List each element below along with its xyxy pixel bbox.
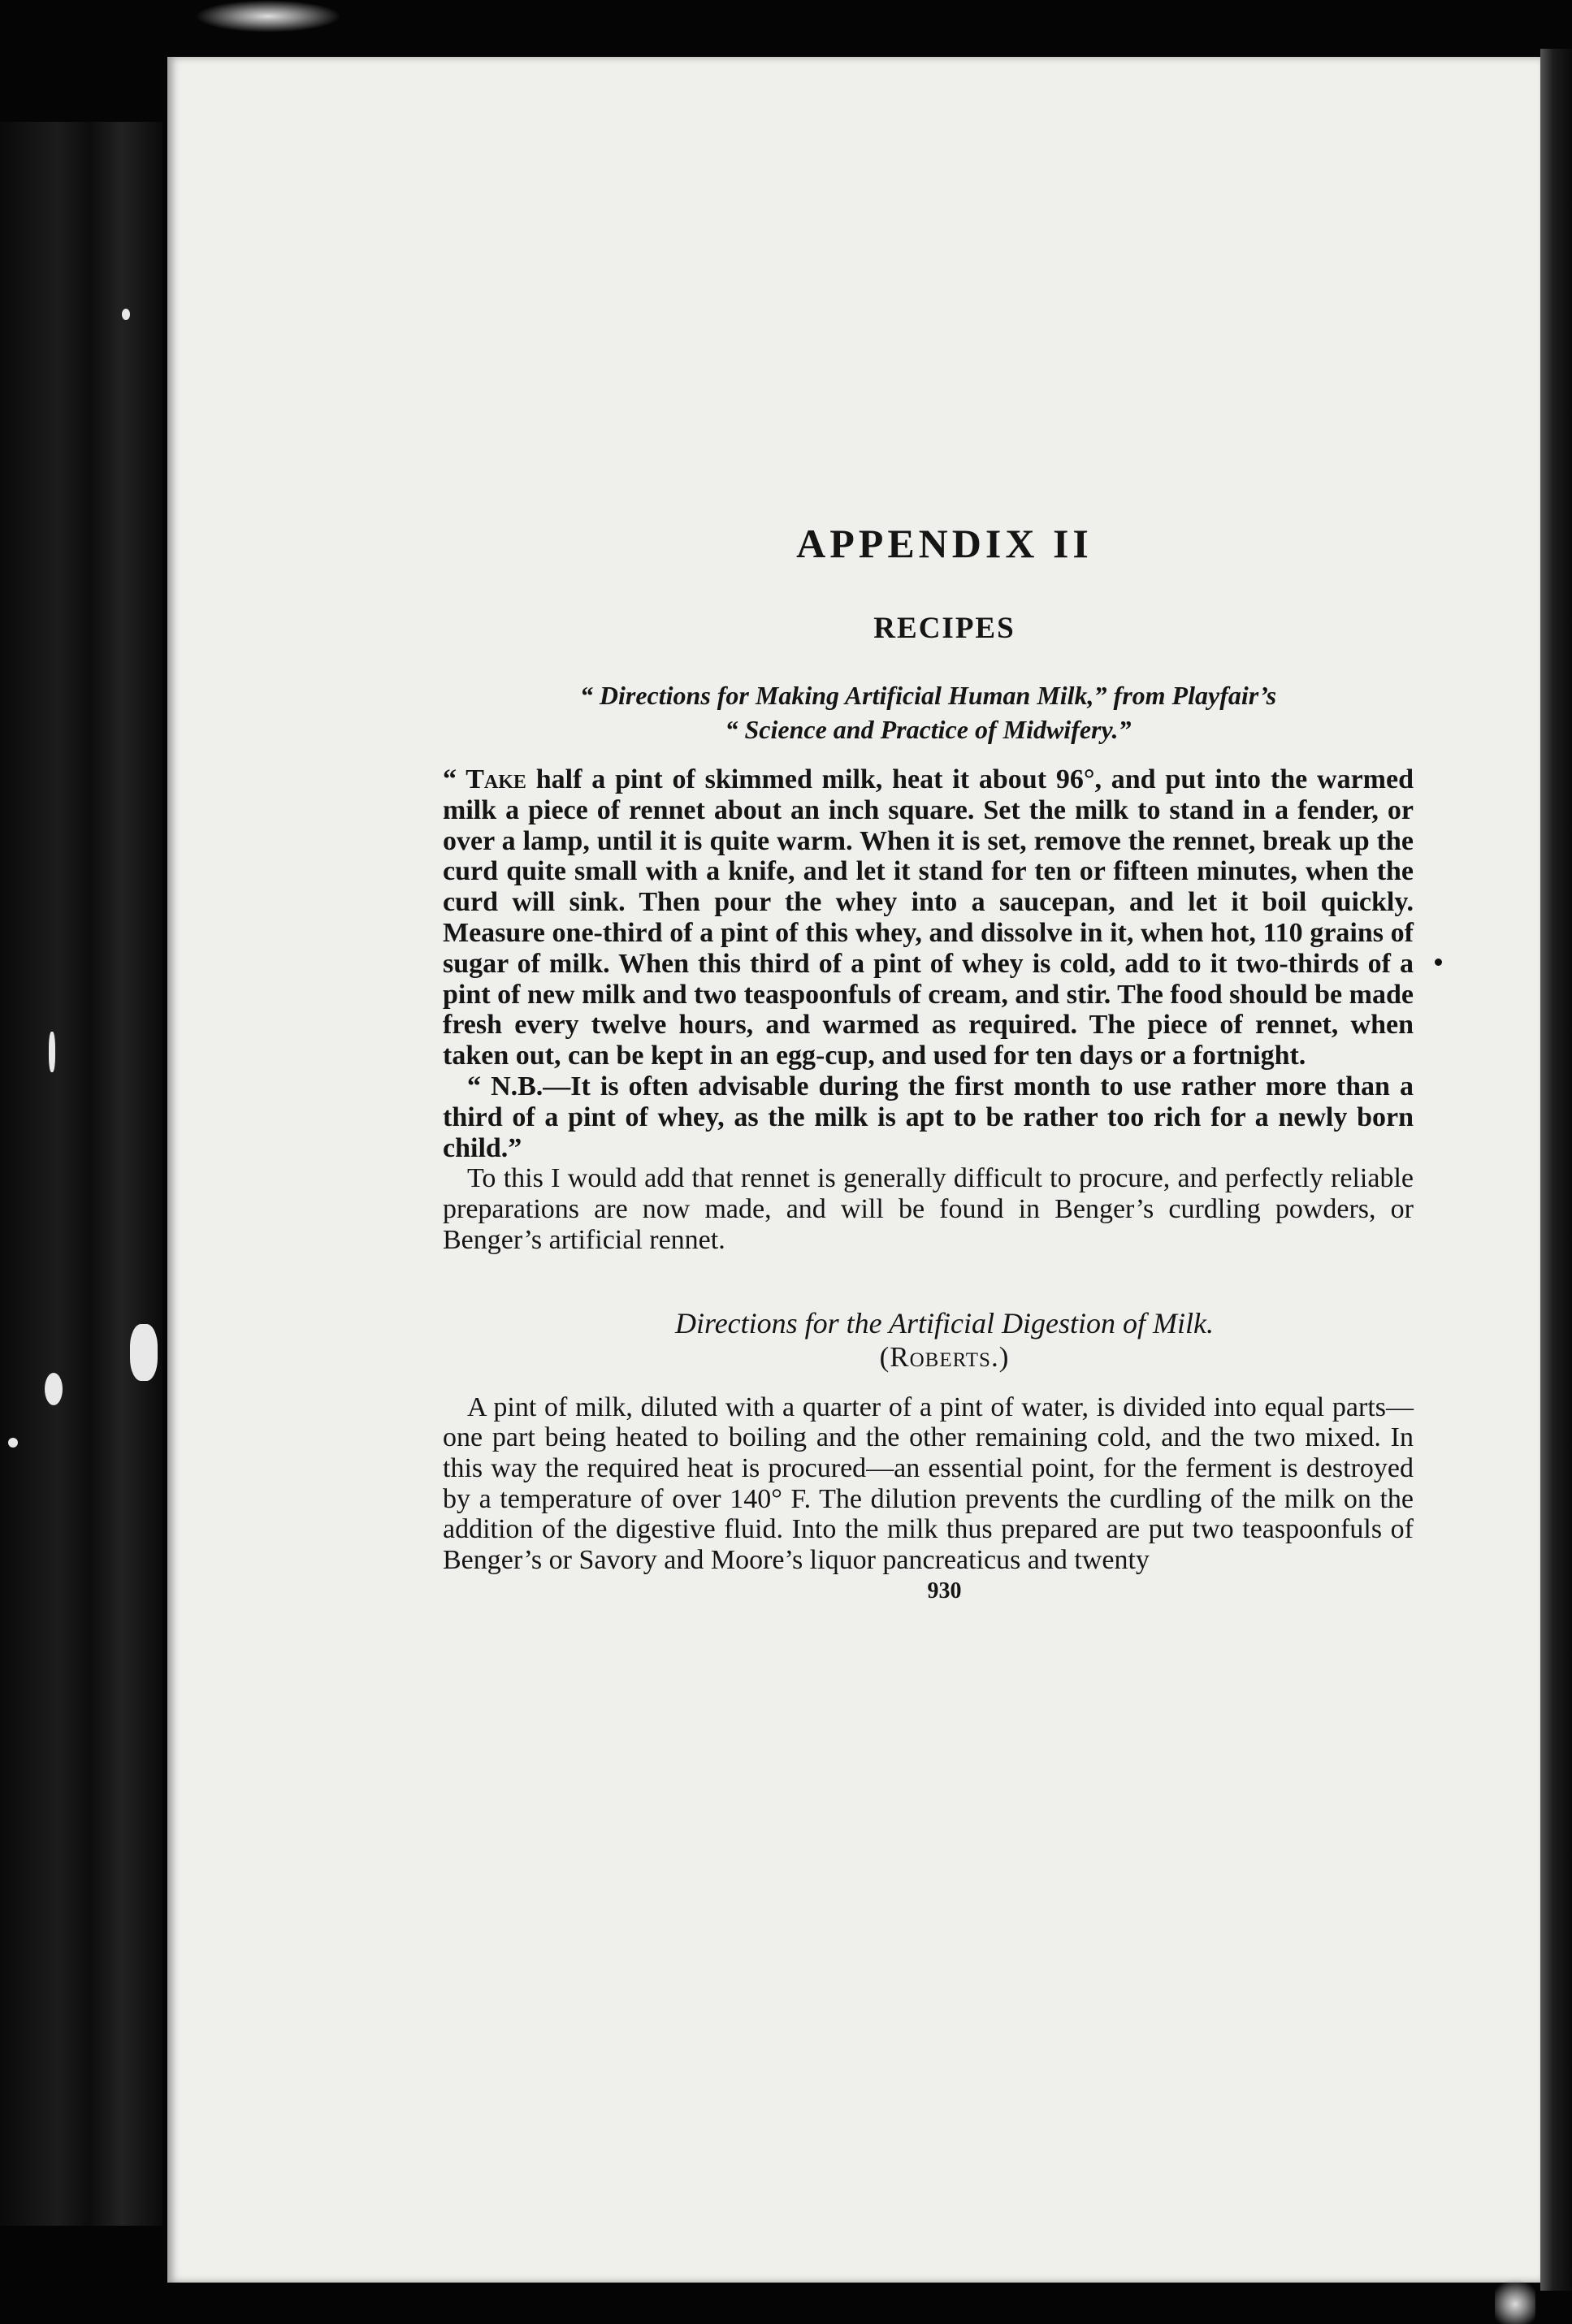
subtitle-line: “ Science and Practice of Midwifery.” bbox=[725, 715, 1132, 744]
recipe-subtitle bbox=[443, 678, 1414, 747]
recipes-heading: RECIPES bbox=[873, 612, 1016, 645]
paragraph-lead-word: “ Take bbox=[443, 764, 526, 794]
author-paren-close: .) bbox=[990, 1340, 1010, 1373]
author-paren-open: ( bbox=[879, 1340, 890, 1373]
scan-speck bbox=[1435, 959, 1442, 966]
scan-speck bbox=[8, 1438, 18, 1448]
scan-right-edge bbox=[1540, 49, 1572, 2291]
scan-speck bbox=[130, 1324, 158, 1381]
scan-light-flare bbox=[195, 0, 341, 32]
page-number: 930 bbox=[927, 1578, 962, 1604]
scan-speck bbox=[45, 1373, 63, 1405]
appendix-title: APPENDIX II bbox=[796, 521, 1093, 566]
subtitle-line: “ Directions for Making Artificial Human Milk,” from Playfair’s bbox=[579, 681, 1277, 710]
scan-speck bbox=[49, 1032, 55, 1072]
paragraph-human-milk-directions bbox=[443, 764, 1414, 1071]
page-content bbox=[443, 520, 1414, 1604]
paragraph-rennet-note: To this I would add that rennet is generally difficult to procure, and perfectly reliable preparations are now made, and will be found in Benger’s curdling powders, or Benger’s artificial rennet. bbox=[443, 1163, 1414, 1255]
paragraph-nb: “ N.B.—It is often advisable during the first month to use rather more than a third of a pint of whey, as the milk is apt to be rather too rich for a newly born child.” bbox=[443, 1071, 1414, 1163]
scan-corner-glare bbox=[1495, 2274, 1535, 2324]
book-spine-edge bbox=[0, 122, 162, 2226]
scan-speck bbox=[122, 309, 130, 320]
author-name: Roberts bbox=[890, 1340, 991, 1373]
section-author bbox=[475, 1340, 1414, 1374]
paragraph-body: half a pint of skimmed milk, heat it about 96°, and put into the warmed milk a piece of rennet about an inch square. Set the milk to stand in a fender, or over a lamp, until it is quite warm. When it is set, remove the rennet, break up the curd quite small with a knife, and let it stand for ten or fifteen minutes, when the curd will sink. Then pour the whey into a saucepan, and let it boil quickly. Measure one-third of a pint of this whey, and dissolve in it, when hot, 110 grains of sugar of milk. When this third of a pint of whey is cold, add to it two-thirds of a pint of new milk and two teaspoonfuls of cream, and stir. The food should be made fresh every twelve hours, and warmed as required. The piece of rennet, when taken out, can be kept in an egg-cup, and used for ten days or a fortnight. bbox=[443, 764, 1414, 1071]
section-heading: Directions for the Artificial Digestion of Milk. bbox=[675, 1306, 1214, 1339]
paragraph-digestion-directions: A pint of milk, diluted with a quarter of a pint of water, is divided into equal parts—one part being heated to boiling and the other remaining cold, and the two mixed. In this way the required heat is procured—an essential point, for the ferment is destroyed by a temperature of over 140° F. The dilution prevents the curdling of the milk on the addition of the digestive fluid. Into the milk thus prepared are put two teaspoonfuls of Benger’s or Savory and Moore’s liquor pancreaticus and twenty bbox=[443, 1391, 1414, 1575]
